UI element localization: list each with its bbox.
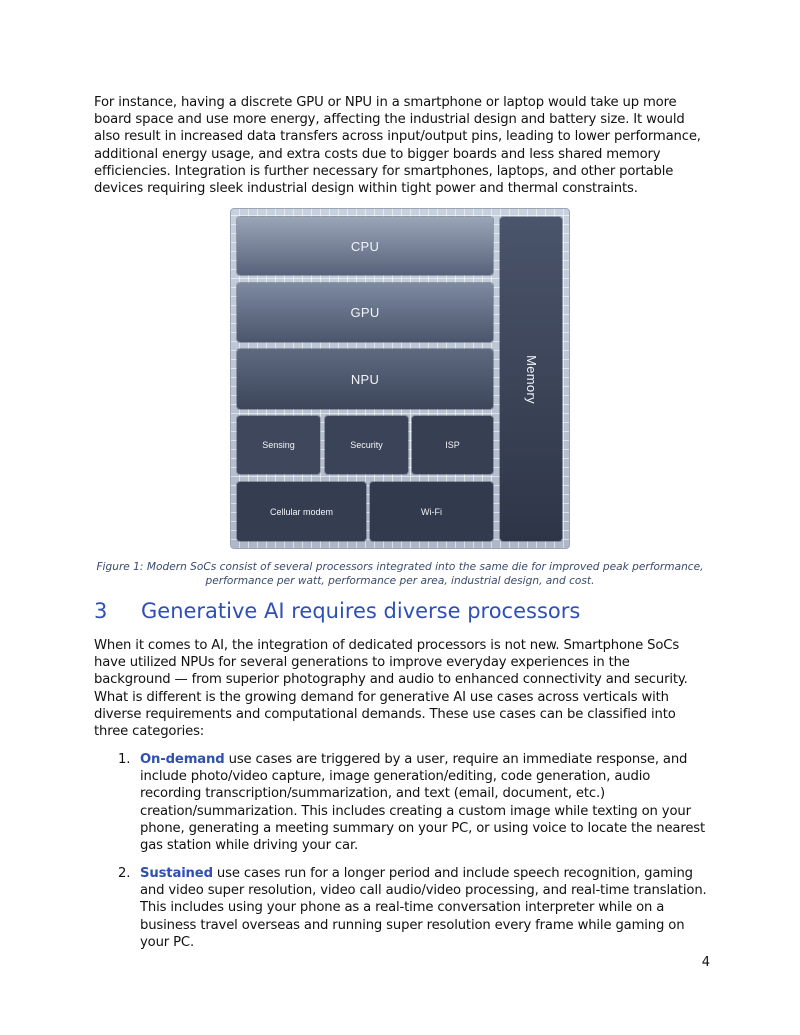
list-item-text [140,865,710,951]
list-item-number: 2. [118,866,131,881]
list-item-body: use cases are triggered by a user, require an immediate response, and include photo/video capture, image generation/editing, code generation, audio recording transcription/summarization, and text (email, document, etc.) creation/summarization. This includes creating a custom image while texting on your phone, generating a meeting summary on your PC, or using voice to locate the nearest gas station while driving your car. [140,752,706,854]
section-heading [94,599,580,623]
isp-block [412,416,493,474]
cellular-modem-label: Cellular modem [269,506,334,517]
npu-block [237,349,493,409]
list-item-body: use cases run for a longer period and include speech recognition, gaming and video super resolution, video call audio/video processing, and real-time translation. This includes using your phone as a real-time conversation interpreter while on a business travel overseas and running super resolution every frame while gaming on your PC. [140,866,707,950]
memory-block [500,217,562,541]
page-number: 4 [701,955,710,970]
section-number: 3 [94,599,108,623]
isp-label: ISP [445,440,460,450]
sensing-label: Sensing [262,440,295,450]
gpu-block [237,283,493,342]
list-item-highlight: On-demand [140,752,225,767]
soc-diagram [230,208,570,549]
cpu-label: CPU [350,238,380,254]
wifi-label: Wi-Fi [421,506,442,517]
security-block [325,416,408,474]
list-item-number: 1. [118,752,131,767]
security-label: Security [350,440,383,450]
list-item-text [140,751,710,854]
list-item-highlight: Sustained [140,866,213,881]
cellular-modem-block [237,482,366,541]
section-title: Generative AI requires diverse processors [141,599,581,623]
npu-label: NPU [350,371,380,387]
memory-label: Memory [523,354,539,404]
body-paragraph: When it comes to AI, the integration of dedicated processors is not new. Smartphone SoCs have utilized NPUs for several generations to improve everyday experiences in the background — from superior photography and audio to enhanced connectivity and security. What is different is the growing demand for generative AI use cases across verticals with diverse requirements and computational demands. These use cases can be classified into three categories: [94,638,688,740]
cpu-block [237,217,493,275]
sensing-block [237,416,320,474]
figure-caption: Figure 1: Modern SoCs consist of several processors integrated into the same die for improved peak performance, performance per watt, performance per area, industrial design, and cost. [96,561,704,587]
intro-paragraph: For instance, having a discrete GPU or NPU in a smartphone or laptop would take up more board space and use more energy, affecting the industrial design and battery size. It would also result in increased data transfers across input/output pins, leading to lower performance, additional energy usage, and extra costs due to bigger boards and less shared memory efficiencies. Integration is further necessary for smartphones, laptops, and other portable devices requiring sleek industrial design within tight power and thermal constraints. [94,95,701,197]
wifi-block [370,482,493,541]
gpu-label: GPU [350,305,380,320]
